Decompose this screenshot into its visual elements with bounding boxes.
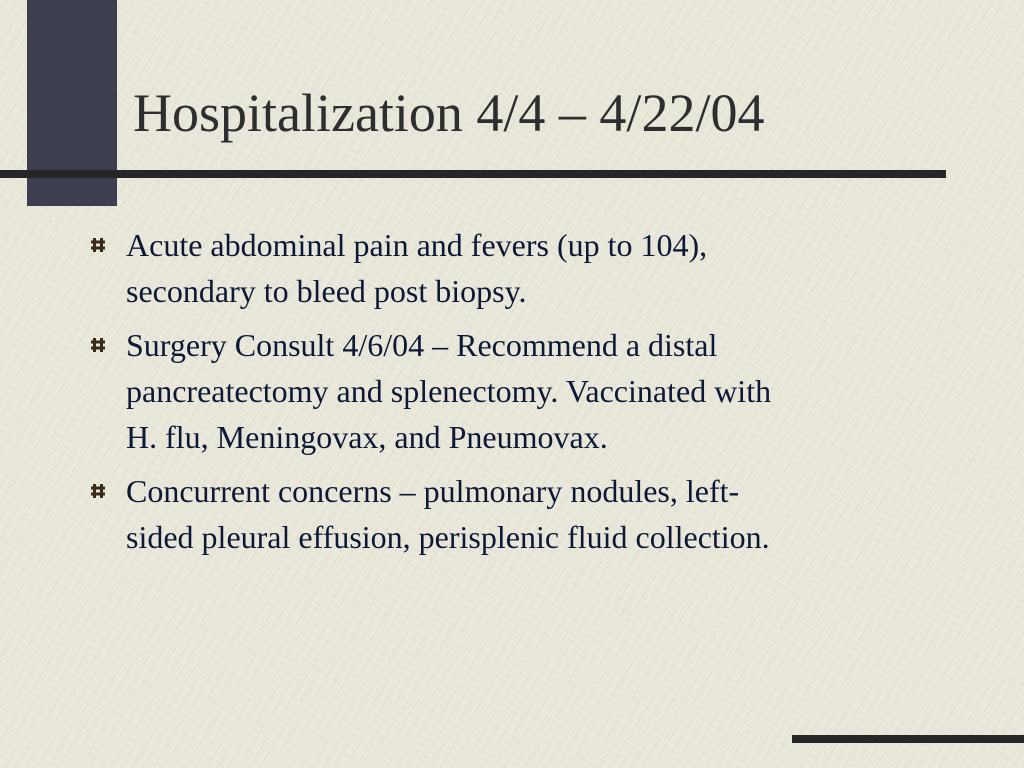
hash-bullet-icon — [90, 468, 126, 514]
title-underline-rule — [0, 170, 946, 178]
hash-bullet-icon — [90, 322, 126, 368]
bullet-item — [90, 468, 950, 560]
slide-title: Hospitalization 4/4 – 4/22/04 — [133, 83, 765, 143]
hash-bullet-icon — [90, 222, 126, 268]
bullet-text: Concurrent concerns – pulmonary nodules, left- sided pleural effusion, perisplenic fluid collection. — [126, 473, 770, 555]
bullet-text: Surgery Consult 4/6/04 – Recommend a distal pancreatectomy and splenectomy. Vaccinated with H. flu, Meningovax, and Pneumovax. — [126, 327, 772, 455]
bullet-text: Acute abdominal pain and fevers (up to 104), secondary to bleed post biopsy. — [126, 227, 708, 309]
bullet-item — [90, 222, 950, 314]
footer-rule — [792, 735, 1024, 743]
bullet-item — [90, 322, 950, 460]
bullet-list — [90, 222, 950, 568]
